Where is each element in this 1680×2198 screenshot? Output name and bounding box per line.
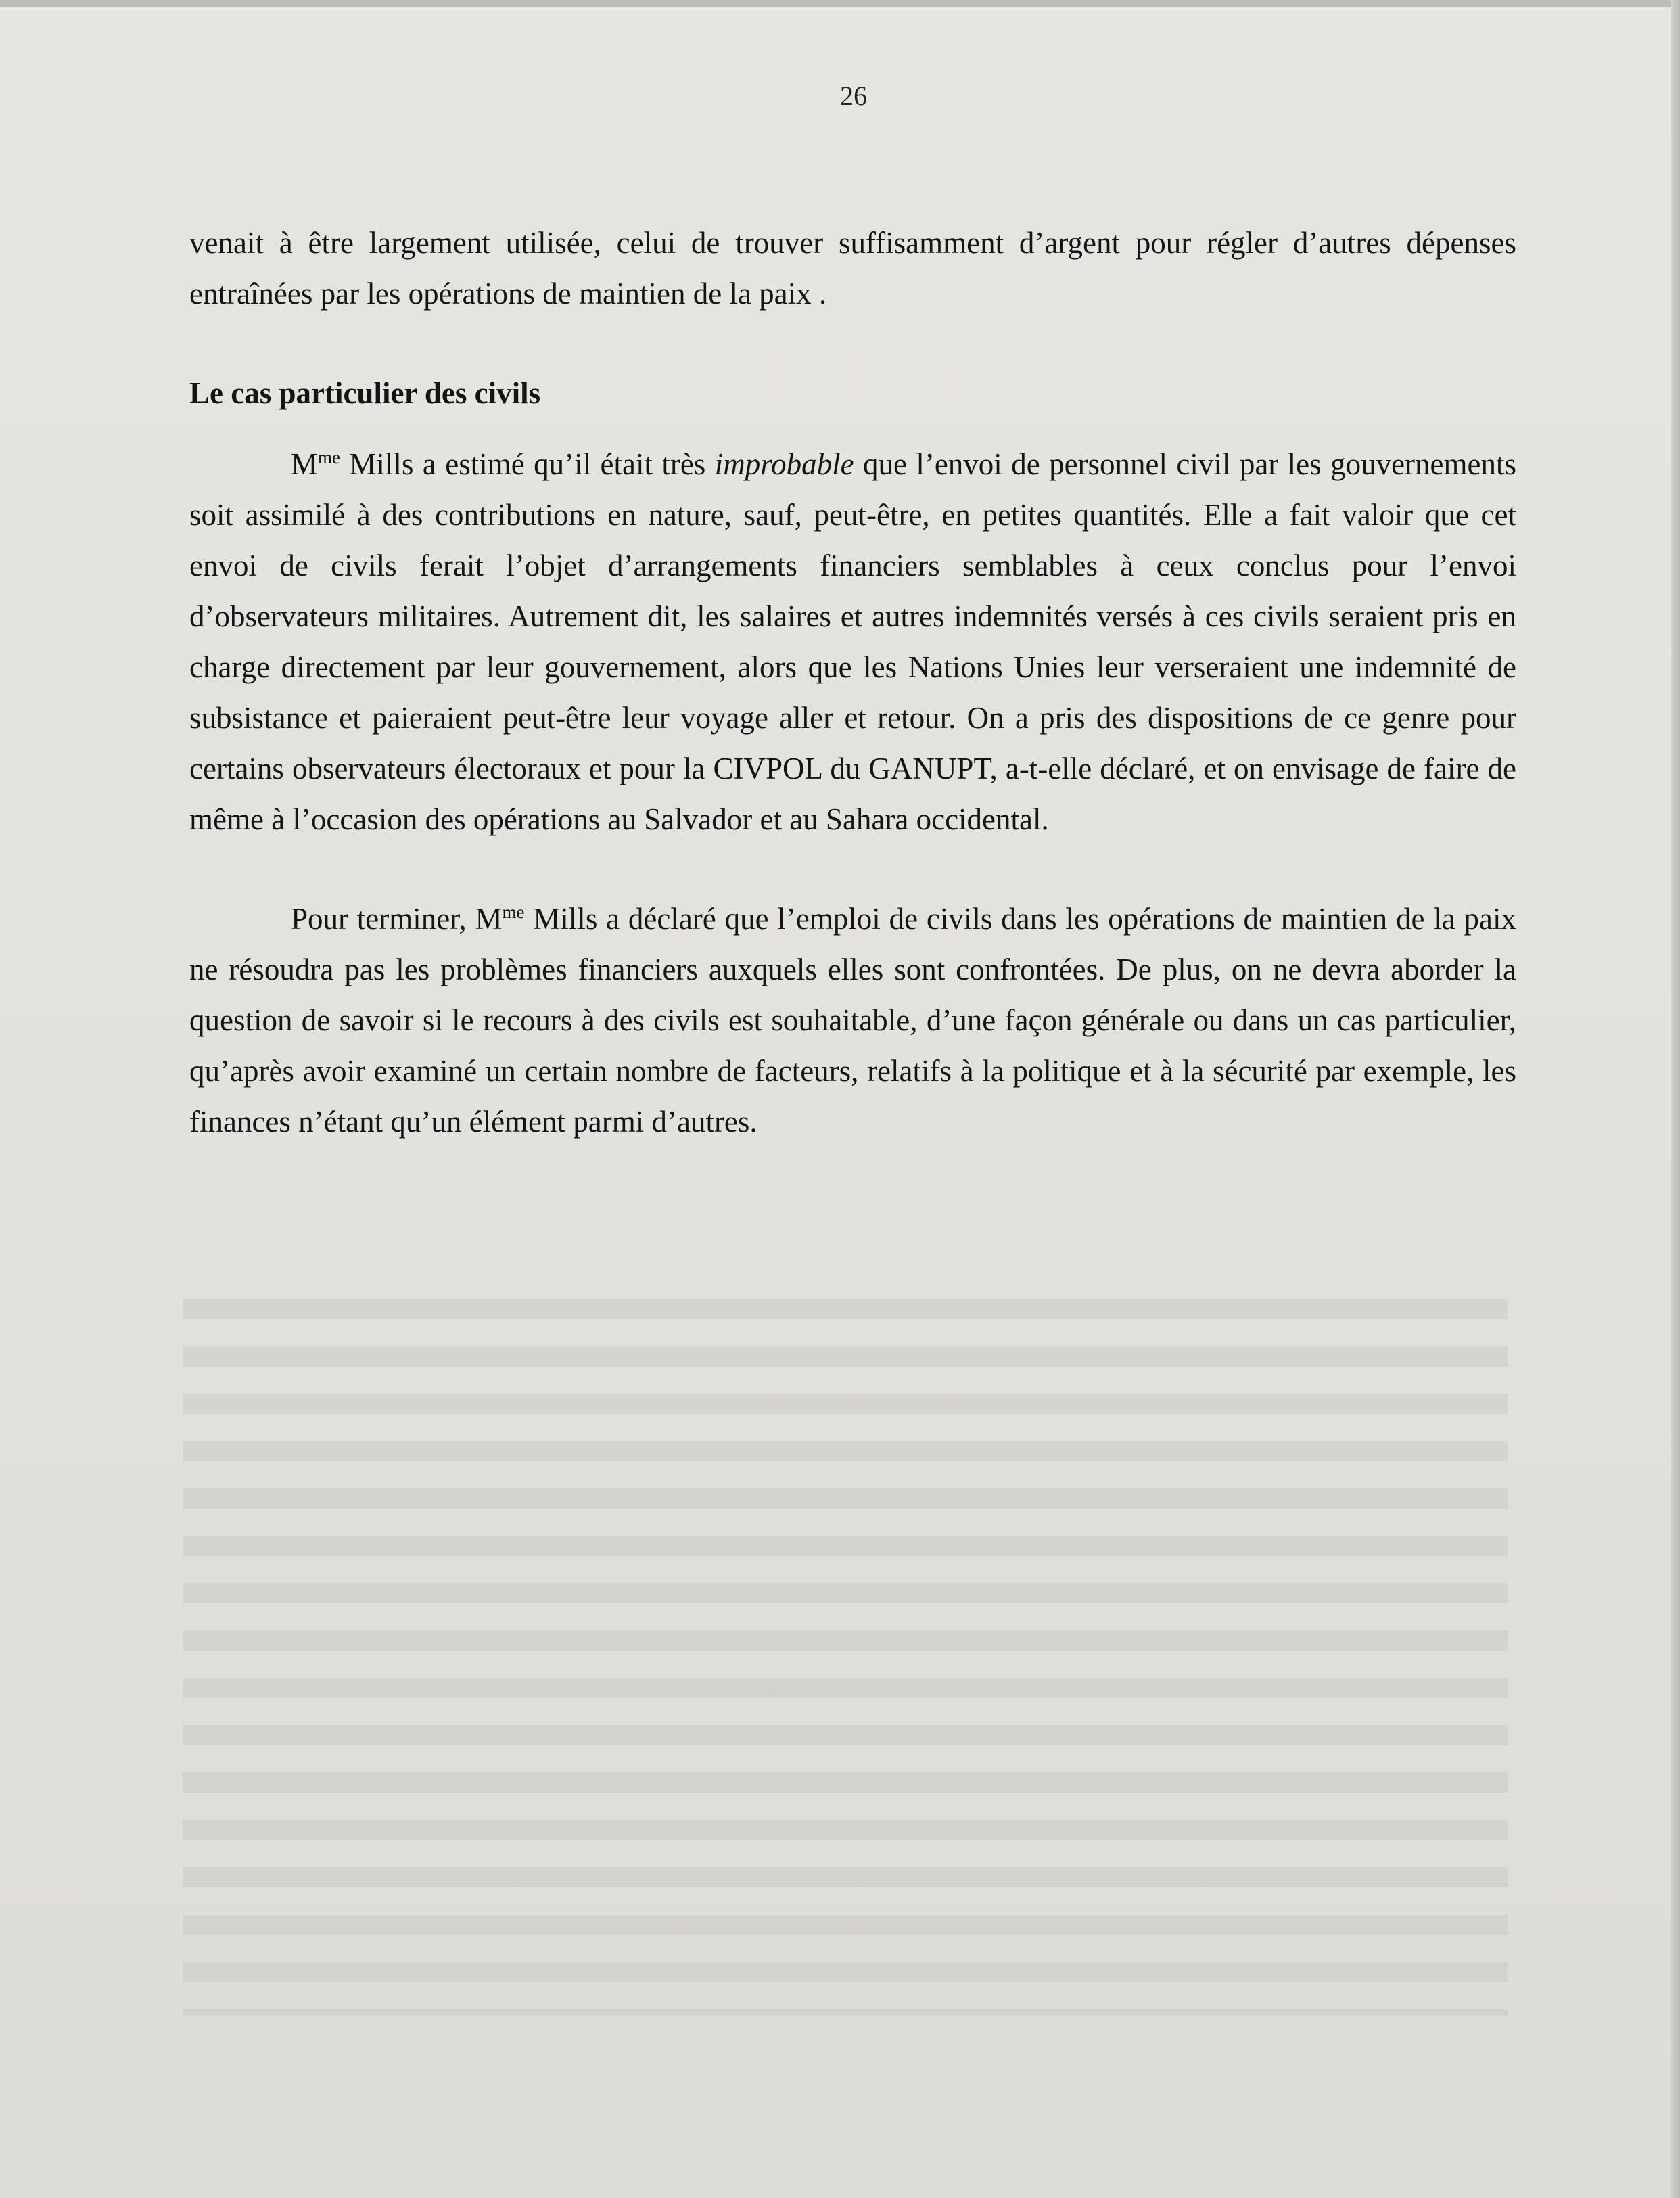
document-body	[189, 218, 1516, 1147]
honorific: M	[291, 447, 319, 481]
paragraph-text: Pour terminer, M	[291, 902, 503, 936]
page-top-edge	[0, 0, 1680, 7]
section-heading: Le cas particulier des civils	[189, 376, 541, 410]
paragraph-text: que l’envoi de personnel civil par les gouvernements soit assimilé à des contributions en nature, sauf, peut-être, en petites quantités. Elle a fait valoir que cet envoi de civils ferait l’objet d’arrangements financiers semblables à ceux conclus pour l’envoi d’observateurs militaires. Autrement dit, les salaires et autres indemnités versés à ces civils seraient pris en charge directement par leur gouvernement, alors que les Nations Unies leur verseraient une indemnité de subsistance et paieraient peut-être leur voyage aller et retour. On a pris des dispositions de ce genre pour certains observateurs électoraux et pour la CIVPOL du GANUPT, a-t-elle déclaré, et on envisage de faire de même à l’occasion des opérations au Salvador et au Sahara occidental.	[189, 447, 1516, 836]
paragraph-civils-cost	[189, 439, 1516, 845]
paragraph-conclusion	[189, 894, 1516, 1147]
honorific-superscript: me	[502, 902, 525, 922]
paragraph-text: Mills a estimé qu’il était très	[340, 447, 715, 481]
page-right-edge	[1671, 0, 1680, 2198]
emphasized-word: improbable	[714, 447, 854, 481]
paragraph-text: Mills a déclaré que l’emploi de civils dans les opérations de maintien de la paix ne résoudra pas les problèmes financiers auxquels elles sont confrontées. De plus, on ne devra aborder la question de savoir si le recours à des civils est souhaitable, d’une façon générale ou dans un cas particulier, qu’après avoir examiné un certain nombre de facteurs, relatifs à la politique et à la sécurité par exemple, les finances n’étant qu’un élément parmi d’autres.	[189, 902, 1516, 1139]
intro-paragraph: venait à être largement utilisée, celui de trouver suffisamment d’argent pour régler d’autres dépenses entraînées par les opérations de maintien de la paix .	[189, 226, 1516, 311]
honorific-superscript: me	[318, 447, 341, 467]
show-through-texture	[183, 1272, 1508, 2016]
page-number: 26	[840, 81, 867, 111]
